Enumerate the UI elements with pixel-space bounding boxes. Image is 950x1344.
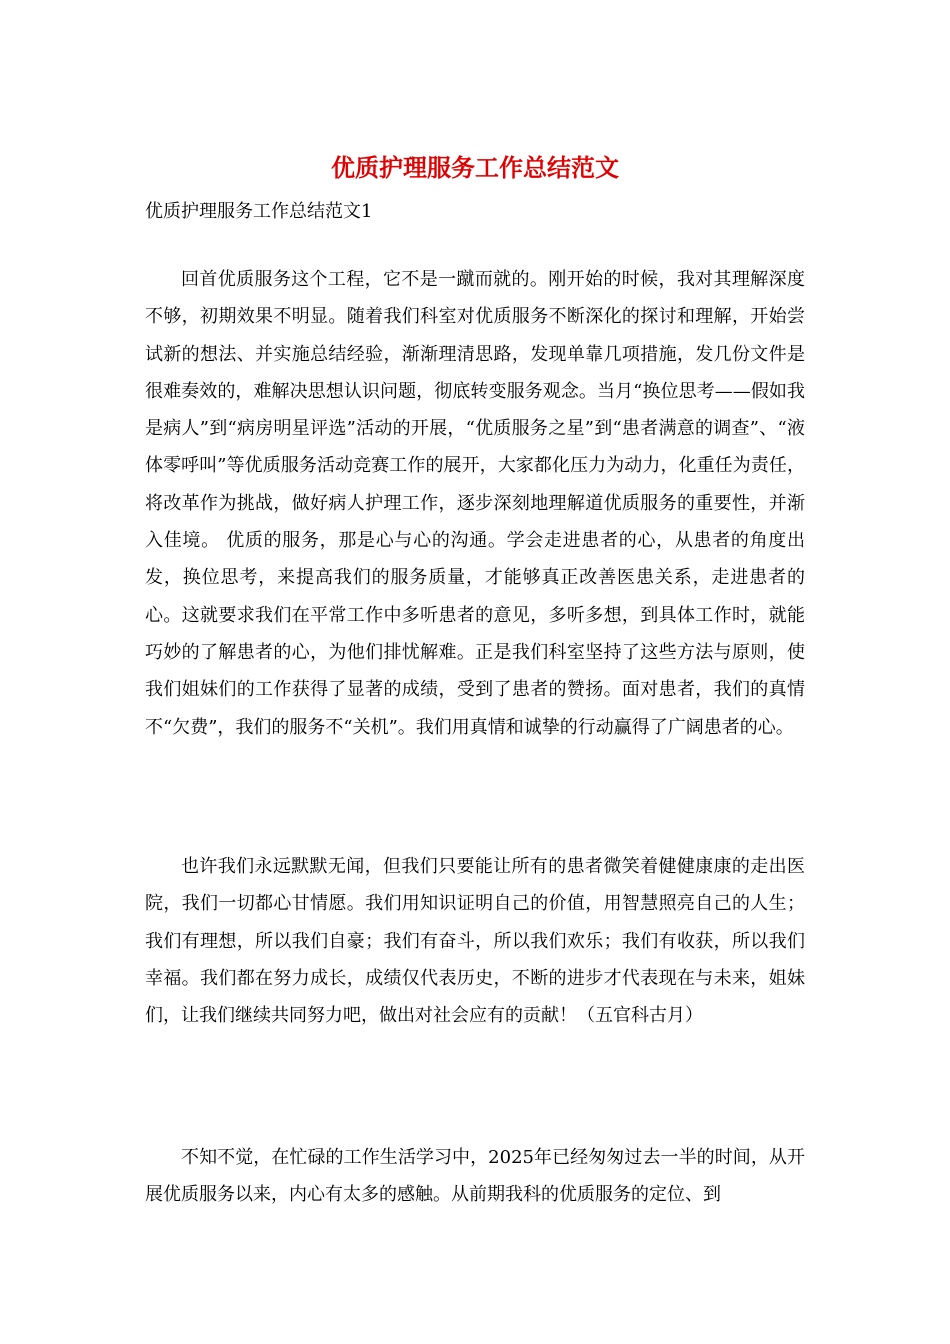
paragraph-3: 不知不觉，在忙碌的工作生活学习中，2025年已经匆匆过去一半的时间，从开展优质服务以来，内心有太多的感触。从前期我科的优质服务的定位、到 — [145, 1147, 805, 1206]
paragraph-1: 回首优质服务这个工程，它不是一蹴而就的。刚开始的时候，我对其理解深度不够，初期效果不明显。随着我们科室对优质服务不断深化的探讨和理解，开始尝试新的想法、并实施总结经验，渐渐理清思路，发现单靠几项措施，发几份文件是很难奏效的，难解决思想认识问题，彻底转变服务观念。当月“换位思考——假如我是病人”到“病房明星评选”活动的开展，“优质服务之星”到“患者满意的调查”、“液体零呼叫”等优质服务活动竞赛工作的展开，大家都化压力为动力，化重任为责任，将改革作为挑战，做好病人护理工作，逐步深刻地理解道优质服务的重要性，并渐入佳境。 优质的服务，那是心与心的沟通。学会走进患者的心，从患者的角度出发，换位思考，来提高我们的服务质量，才能够真正改善医患关系，走进患者的心。这就要求我们在平常工作中多听患者的意见，多听多想，到具体工作时，就能巧妙的了解患者的心，为他们排忧解难。正是我们科室坚持了这些方法与原则，使我们姐妹们的工作获得了显著的成绩，受到了患者的赞扬。面对患者，我们的真情不“欠费”，我们的服务不“关机”。我们用真情和诚挚的行动赢得了广阔患者的心。 — [145, 269, 805, 738]
paragraph-2: 也许我们永远默默无闻，但我们只要能让所有的患者微笑着健健康康的走出医院，我们一切都心甘情愿。我们用知识证明自己的价值，用智慧照亮自己的人生；我们有理想，所以我们自豪；我们有奋斗，所以我们欢乐；我们有收获，所以我们幸福。我们都在努力成长，成绩仅代表历史，不断的进步才代表现在与未来，姐妹们，让我们继续共同努力吧，做出对社会应有的贡献！（五官科古月） — [145, 856, 805, 1027]
document-subheading: 优质护理服务工作总结范文1 — [145, 201, 373, 222]
document-title: 优质护理服务工作总结范文 — [331, 153, 619, 182]
